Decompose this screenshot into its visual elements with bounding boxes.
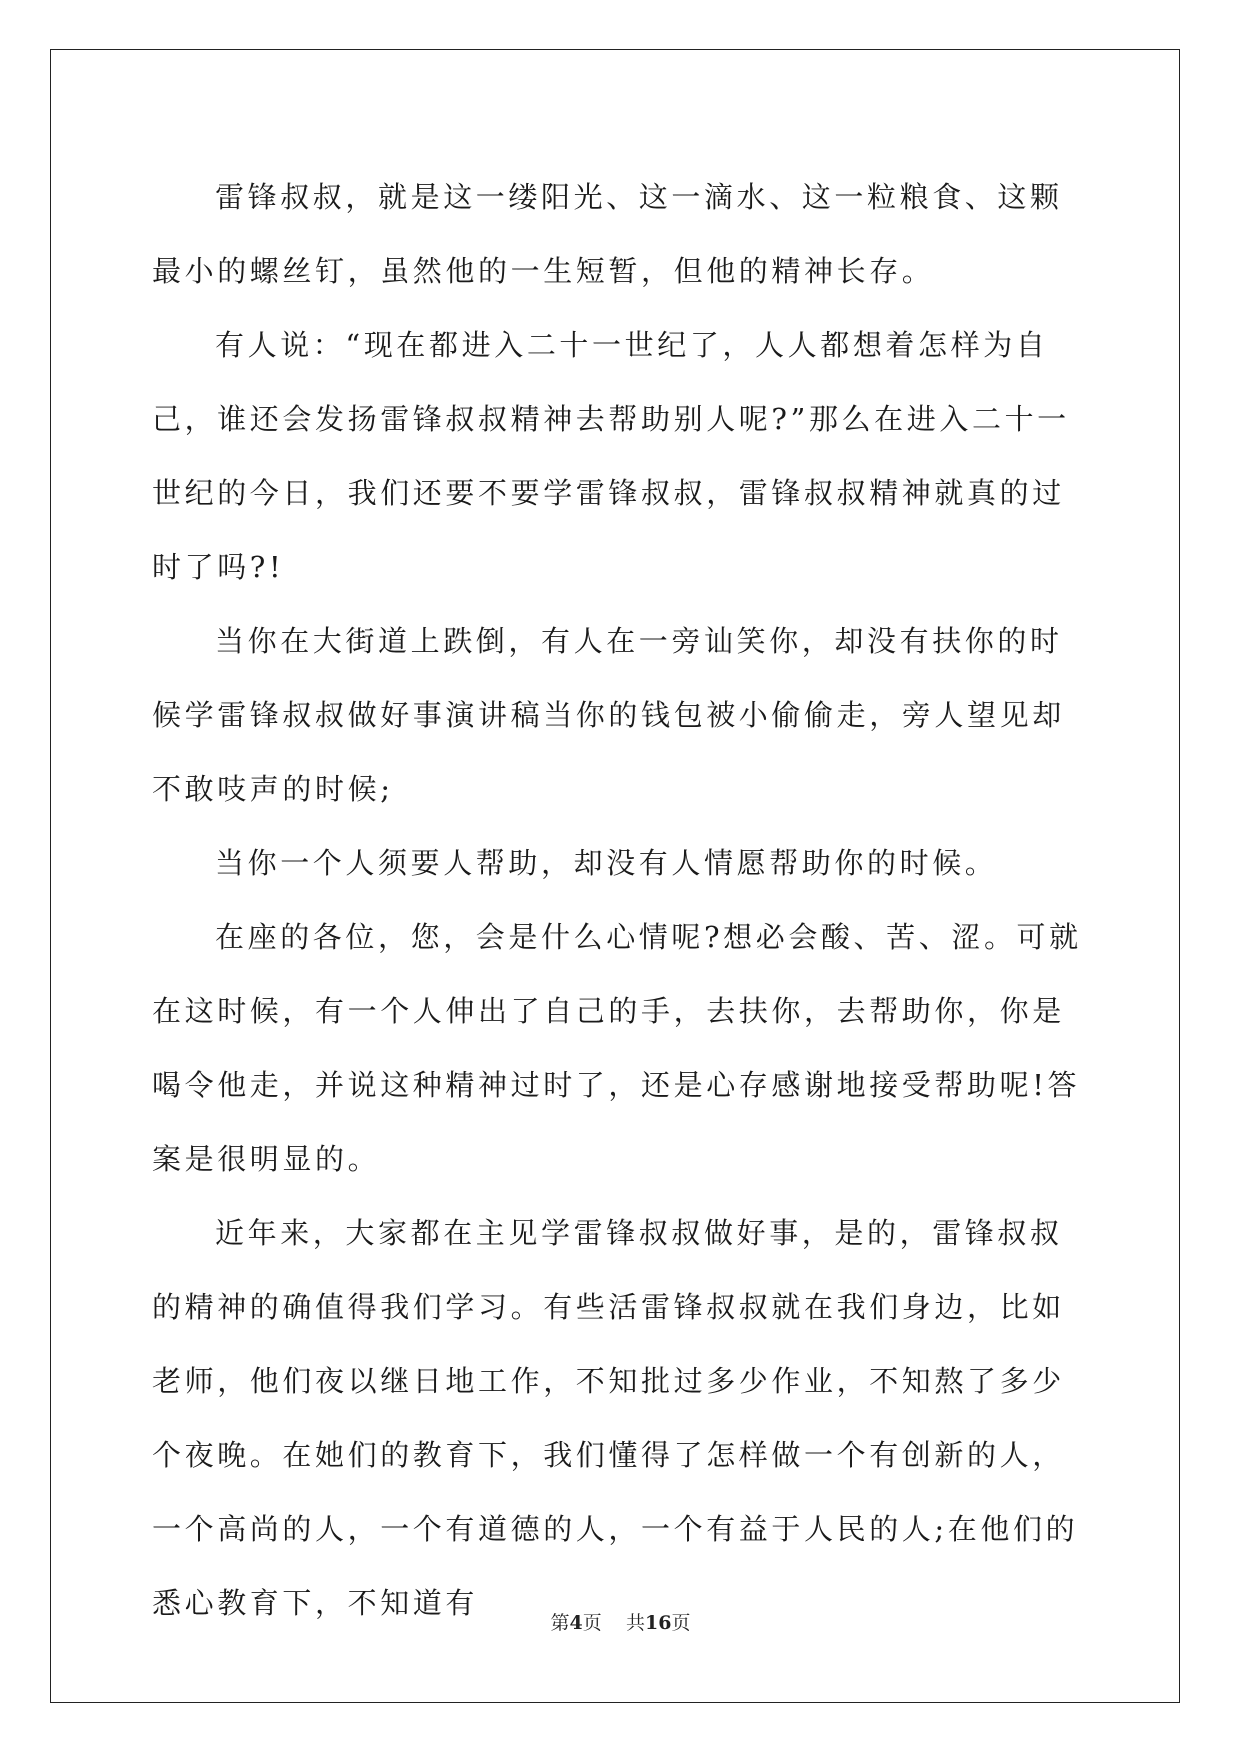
paragraph-3: 当你在大街道上跌倒，有人在一旁讪笑你，却没有扶你的时候学雷锋叔叔做好事演讲稿当你的钱包被小偷偷走，旁人望见却不敢吱声的时候; (152, 624, 1065, 806)
total-pages-number: 16 (644, 1612, 672, 1634)
paragraph-2: 有人说：“现在都进入二十一世纪了，人人都想着怎样为自己，谁还会发扬雷锋叔叔精神去帮助别人呢?”那么在进入二十一世纪的今日，我们还要不要学雷锋叔叔，雷锋叔叔精神就真的过时了吗?! (152, 328, 1070, 584)
current-page-number: 4 (569, 1612, 583, 1634)
footer-page-word: 页 (582, 1612, 602, 1634)
page-footer (0, 1608, 1241, 1635)
footer-total-suffix: 页 (671, 1612, 691, 1634)
paragraph-1: 雷锋叔叔，就是这一缕阳光、这一滴水、这一粒粮食、这颗最小的螺丝钉，虽然他的一生短暂，但他的精神长存。 (152, 180, 1063, 288)
paragraph-5: 在座的各位，您，会是什么心情呢?想必会酸、苦、涩。可就在这时候，有一个人伸出了自己的手，去扶你，去帮助你，你是喝令他走，并说这种精神过时了，还是心存感谢地接受帮助呢!答案是很明显的。 (152, 920, 1082, 1176)
paragraph-6: 近年来，大家都在主见学雷锋叔叔做好事，是的，雷锋叔叔的精神的确值得我们学习。有些活雷锋叔叔就在我们身边，比如老师，他们夜以继日地工作，不知批过多少作业，不知熬了多少个夜晚。在她们的教育下，我们懂得了怎样做一个有创新的人，一个高尚的人，一个有道德的人，一个有益于人民的人;在他们的悉心教育下，不知道有 (152, 1216, 1079, 1620)
paragraph-4: 当你一个人须要人帮助，却没有人情愿帮助你的时候。 (215, 846, 998, 880)
document-body (152, 160, 1092, 1640)
footer-prefix: 第 (550, 1612, 570, 1634)
footer-total-prefix: 共 (625, 1612, 645, 1634)
